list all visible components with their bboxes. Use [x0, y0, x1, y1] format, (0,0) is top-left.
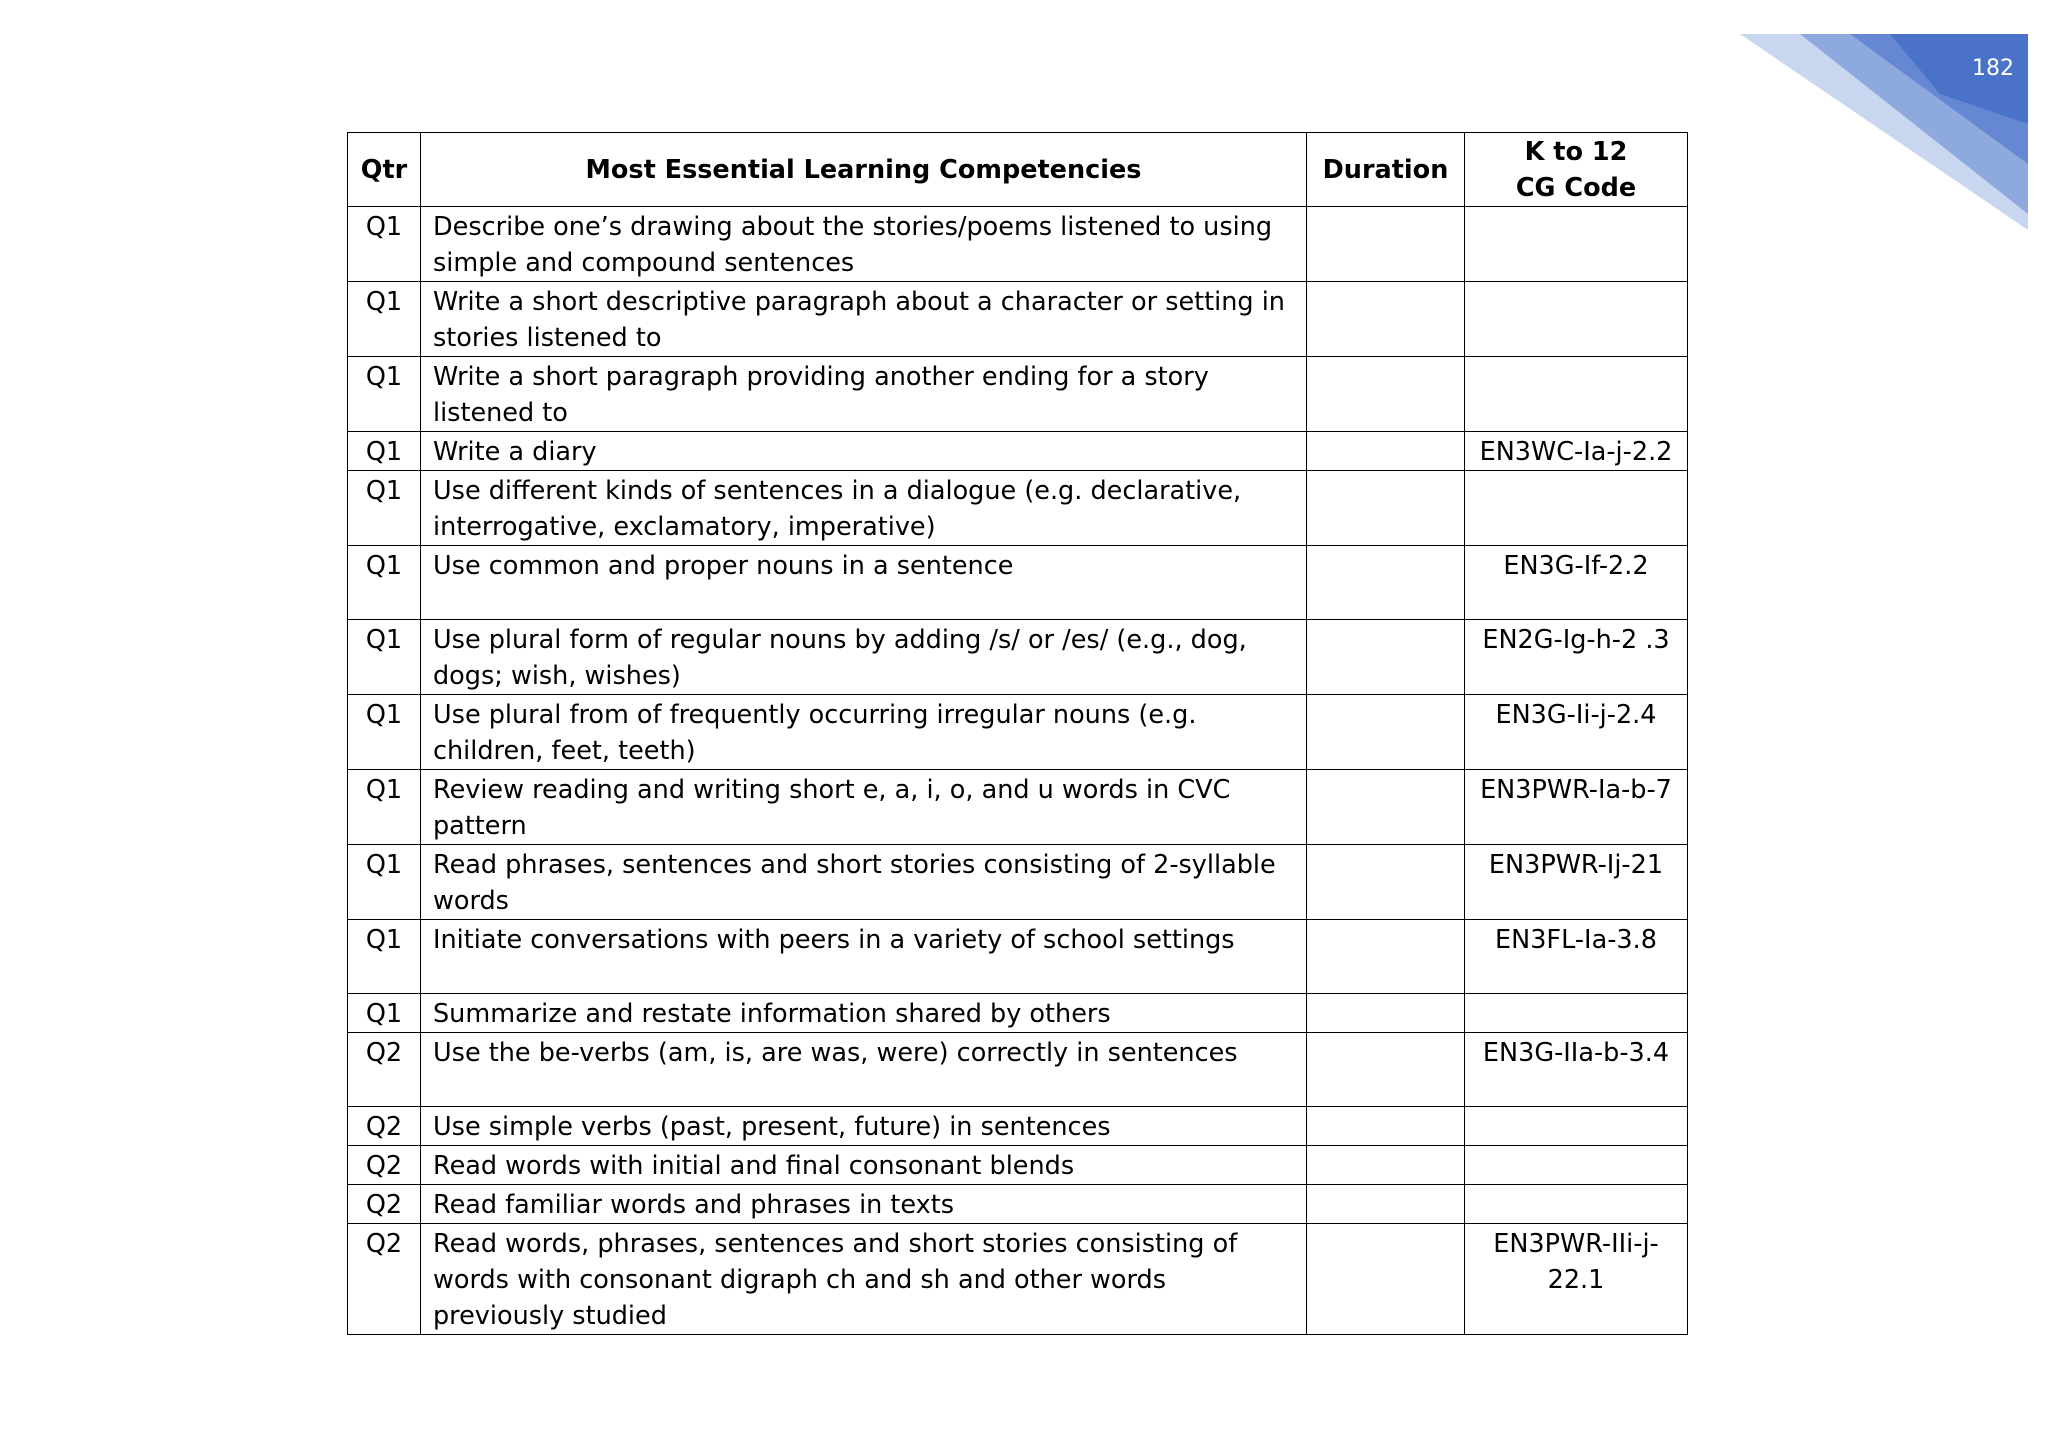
cell-qtr: Q1 — [348, 471, 421, 546]
cell-code: EN3G-If-2.2 — [1465, 546, 1688, 620]
table-row — [348, 546, 1688, 620]
header-qtr: Qtr — [348, 133, 421, 207]
cell-qtr: Q1 — [348, 695, 421, 770]
cell-code — [1465, 994, 1688, 1033]
table-row — [348, 432, 1688, 471]
header-competency: Most Essential Learning Competencies — [421, 133, 1307, 207]
cell-code: EN3G-Ii-j-2.4 — [1465, 695, 1688, 770]
cell-code — [1465, 207, 1688, 282]
table-row — [348, 1185, 1688, 1224]
cell-duration — [1307, 357, 1465, 432]
cell-qtr: Q1 — [348, 620, 421, 695]
table-row — [348, 471, 1688, 546]
table-row — [348, 695, 1688, 770]
cell-code — [1465, 1107, 1688, 1146]
cell-code — [1465, 357, 1688, 432]
cell-duration — [1307, 1185, 1465, 1224]
cell-competency: Use simple verbs (past, present, future) in sentences — [421, 1107, 1307, 1146]
cell-code — [1465, 1224, 1688, 1335]
page-number: 182 — [1972, 56, 2014, 81]
cell-duration — [1307, 695, 1465, 770]
cell-code: EN3PWR-Ia-b-7 — [1465, 770, 1688, 845]
table-row — [348, 1107, 1688, 1146]
table-row — [348, 1146, 1688, 1185]
cell-code-line1: EN3PWR-IIi-j- — [1493, 1229, 1659, 1259]
table-row — [348, 620, 1688, 695]
cell-code: EN3WC-Ia-j-2.2 — [1465, 432, 1688, 471]
cell-qtr: Q2 — [348, 1107, 421, 1146]
cell-competency: Read phrases, sentences and short stories consisting of 2-syllable words — [421, 845, 1307, 920]
cell-competency: Use the be-verbs (am, is, are was, were) correctly in sentences — [421, 1033, 1307, 1107]
header-cg-code-line2: CG Code — [1515, 172, 1637, 203]
cell-qtr: Q2 — [348, 1224, 421, 1335]
cell-qtr: Q1 — [348, 432, 421, 471]
cell-code-line2: 22.1 — [1547, 1265, 1605, 1295]
cell-qtr: Q1 — [348, 357, 421, 432]
cell-qtr: Q1 — [348, 845, 421, 920]
table-row — [348, 357, 1688, 432]
table-row — [348, 282, 1688, 357]
table-row — [348, 994, 1688, 1033]
cell-duration — [1307, 845, 1465, 920]
cell-duration — [1307, 546, 1465, 620]
cell-duration — [1307, 1224, 1465, 1335]
cell-duration — [1307, 1033, 1465, 1107]
cell-qtr: Q1 — [348, 207, 421, 282]
cell-competency: Write a short paragraph providing another ending for a story listened to — [421, 357, 1307, 432]
cell-code: EN3FL-Ia-3.8 — [1465, 920, 1688, 994]
cell-competency: Write a short descriptive paragraph about a character or setting in stories listened to — [421, 282, 1307, 357]
table-row — [348, 845, 1688, 920]
cell-competency: Use plural form of regular nouns by adding /s/ or /es/ (e.g., dog, dogs; wish, wishes) — [421, 620, 1307, 695]
cell-competency: Review reading and writing short e, a, i, o, and u words in CVC pattern — [421, 770, 1307, 845]
cell-qtr: Q1 — [348, 546, 421, 620]
competencies-table — [347, 132, 1688, 1335]
cell-code: EN2G-Ig-h-2 .3 — [1465, 620, 1688, 695]
header-duration: Duration — [1307, 133, 1465, 207]
cell-code — [1465, 471, 1688, 546]
cell-code: EN3G-IIa-b-3.4 — [1465, 1033, 1688, 1107]
header-cg-code — [1465, 133, 1688, 207]
cell-code: EN3PWR-Ij-21 — [1465, 845, 1688, 920]
cell-competency: Summarize and restate information shared by others — [421, 994, 1307, 1033]
cell-qtr: Q1 — [348, 770, 421, 845]
cell-qtr: Q1 — [348, 282, 421, 357]
cell-code — [1465, 1185, 1688, 1224]
cell-competency: Write a diary — [421, 432, 1307, 471]
table-header-row — [348, 133, 1688, 207]
cell-qtr: Q1 — [348, 920, 421, 994]
table-row — [348, 770, 1688, 845]
cell-duration — [1307, 994, 1465, 1033]
cell-duration — [1307, 620, 1465, 695]
cell-qtr: Q2 — [348, 1033, 421, 1107]
cell-duration — [1307, 1107, 1465, 1146]
table-row — [348, 920, 1688, 994]
cell-code — [1465, 1146, 1688, 1185]
table-row — [348, 1224, 1688, 1335]
cell-duration — [1307, 432, 1465, 471]
cell-duration — [1307, 920, 1465, 994]
cell-competency: Describe one’s drawing about the stories/poems listened to using simple and compound sentences — [421, 207, 1307, 282]
cell-duration — [1307, 770, 1465, 845]
cell-competency: Read words with initial and final consonant blends — [421, 1146, 1307, 1185]
cell-duration — [1307, 207, 1465, 282]
cell-duration — [1307, 282, 1465, 357]
cell-duration — [1307, 1146, 1465, 1185]
cell-code — [1465, 282, 1688, 357]
table-row — [348, 1033, 1688, 1107]
cell-competency: Read familiar words and phrases in texts — [421, 1185, 1307, 1224]
cell-qtr: Q1 — [348, 994, 421, 1033]
cell-competency: Use common and proper nouns in a sentence — [421, 546, 1307, 620]
cell-qtr: Q2 — [348, 1185, 421, 1224]
cell-competency: Read words, phrases, sentences and short stories consisting of words with consonant digraph ch and sh and other words previously studied — [421, 1224, 1307, 1335]
cell-competency: Use plural from of frequently occurring irregular nouns (e.g. children, feet, teeth) — [421, 695, 1307, 770]
cell-competency: Initiate conversations with peers in a variety of school settings — [421, 920, 1307, 994]
cell-duration — [1307, 471, 1465, 546]
cell-qtr: Q2 — [348, 1146, 421, 1185]
header-cg-code-line1: K to 12 — [1524, 136, 1628, 167]
table-row — [348, 207, 1688, 282]
cell-competency: Use different kinds of sentences in a dialogue (e.g. declarative, interrogative, exclamatory, imperative) — [421, 471, 1307, 546]
